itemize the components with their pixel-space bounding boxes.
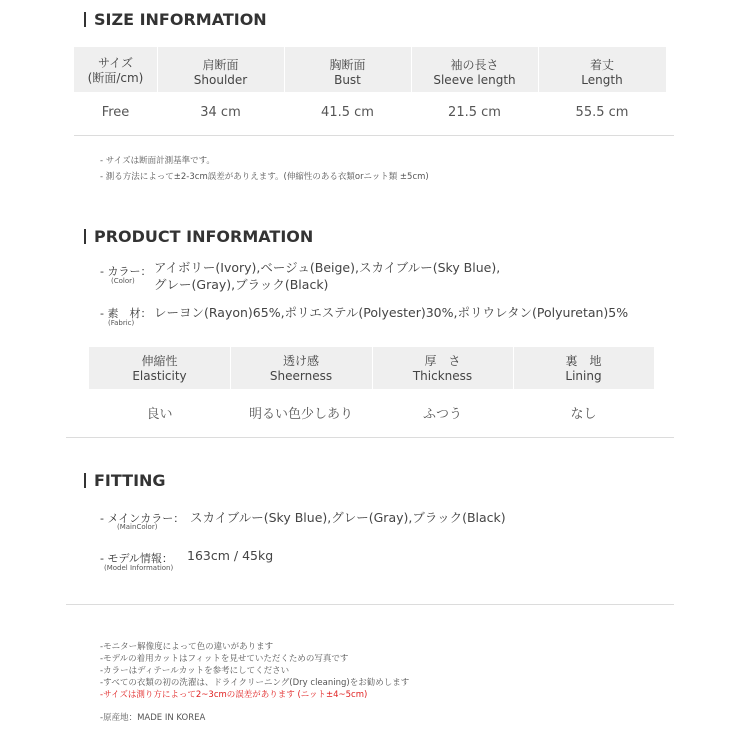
size-value-sleeve: 21.5 cm: [448, 105, 501, 120]
header-en: Thickness: [412, 369, 473, 383]
header-en: Bust: [334, 73, 361, 87]
title-bar: [84, 473, 86, 488]
product-section-title: [84, 227, 313, 246]
size-section-title: [84, 10, 267, 29]
header-jp: 伸縮性: [141, 354, 178, 368]
header-en: Shoulder: [193, 73, 248, 87]
main-color-label: - メインカラー：: [100, 512, 185, 525]
size-note: - 測る方法によって±2-3cm誤差がありえます。(伸縮性のある衣類orニット類 ±5cm): [100, 172, 429, 182]
header-jp: 胸断面: [329, 58, 366, 72]
main-color-value: スカイブルー(Sky Blue),グレー(Gray),ブラック(Black): [190, 510, 506, 525]
title-bar: [84, 12, 86, 27]
model-value: 163cm / 45kg: [187, 548, 274, 563]
size-header-bust: [284, 58, 411, 88]
footer-note: -すべての衣類の初の洗濯は、ドライクリーニング(Dry cleaning)をお勧めします: [100, 678, 410, 688]
footer-note: -モデルの着用カットはフィットを見せていただくための写真です: [100, 654, 349, 664]
size-value-free: Free: [101, 105, 130, 120]
fabric-value: レーヨン(Rayon)65%,ポリエステル(Polyester)30%,ポリウレタン(Polyuretan)5%: [154, 305, 629, 320]
footer-note: -カラーはディテールカットを参考にしてください: [100, 666, 290, 676]
header-jp: 厚 さ: [424, 354, 461, 368]
value-elasticity: 良い: [146, 407, 173, 422]
size-value-bust: 41.5 cm: [321, 105, 374, 120]
header-en: Lining: [565, 369, 602, 383]
header-jp: 透け感: [282, 354, 319, 368]
size-header-length: [538, 58, 666, 88]
header-thickness: [372, 354, 513, 384]
divider: [66, 437, 674, 438]
footer-note: -モニター解像度によって色の違いがあります: [100, 642, 274, 652]
title-bar: [84, 229, 86, 244]
size-note: - サイズは断面計測基準です。: [100, 156, 215, 166]
value-thickness: ふつう: [422, 407, 462, 422]
header-jp: 着丈: [589, 58, 614, 72]
origin-note: -原産地：MADE IN KOREA: [100, 713, 206, 723]
header-jp: サイズ: [97, 56, 134, 70]
size-value-length: 55.5 cm: [575, 105, 629, 120]
model-sublabel: (Model Information): [104, 564, 174, 572]
fabric-label: - 素 材：: [100, 307, 152, 320]
footer-warning-note: -サイズは測り方によって2~3cmの誤差があります (ニット±4~5cm): [100, 690, 368, 700]
divider: [74, 135, 674, 136]
header-lining: [513, 354, 654, 384]
fitting-section-title-text: FITTING: [94, 471, 166, 490]
header-jp: 裏 地: [565, 354, 602, 368]
divider: [66, 604, 674, 605]
header-en: Length: [581, 73, 623, 87]
fabric-sublabel: (Fabric): [108, 319, 135, 327]
header-en: (断面/cm): [87, 71, 144, 85]
header-en: Sleeve length: [433, 73, 516, 87]
color-sublabel: (Color): [111, 277, 135, 285]
fitting-section-title: [84, 471, 166, 490]
color-label: - カラー：: [100, 265, 152, 278]
value-lining: なし: [570, 407, 597, 422]
header-sheerness: [230, 354, 372, 384]
product-section-title-text: PRODUCT INFORMATION: [94, 227, 314, 246]
value-sheerness: 明るい色少しあり: [248, 407, 353, 422]
model-label: - モデル情報：: [100, 552, 173, 565]
header-en: Sheerness: [269, 369, 333, 383]
header-jp: 肩断面: [202, 58, 239, 72]
size-section-title-text: SIZE INFORMATION: [94, 10, 267, 29]
size-header-sleeve: [411, 58, 538, 88]
size-header-size: [74, 56, 157, 86]
header-jp: 袖の長さ: [450, 58, 499, 72]
main-color-sublabel: (MainColor): [117, 523, 158, 531]
size-value-shoulder: 34 cm: [200, 105, 241, 120]
size-header-shoulder: [157, 58, 284, 88]
header-elasticity: [89, 354, 230, 384]
header-en: Elasticity: [132, 369, 187, 383]
color-value-line2: グレー(Gray),ブラック(Black): [154, 277, 329, 292]
color-value-line1: アイボリー(Ivory),ベージュ(Beige),スカイブルー(Sky Blue),: [154, 260, 501, 275]
